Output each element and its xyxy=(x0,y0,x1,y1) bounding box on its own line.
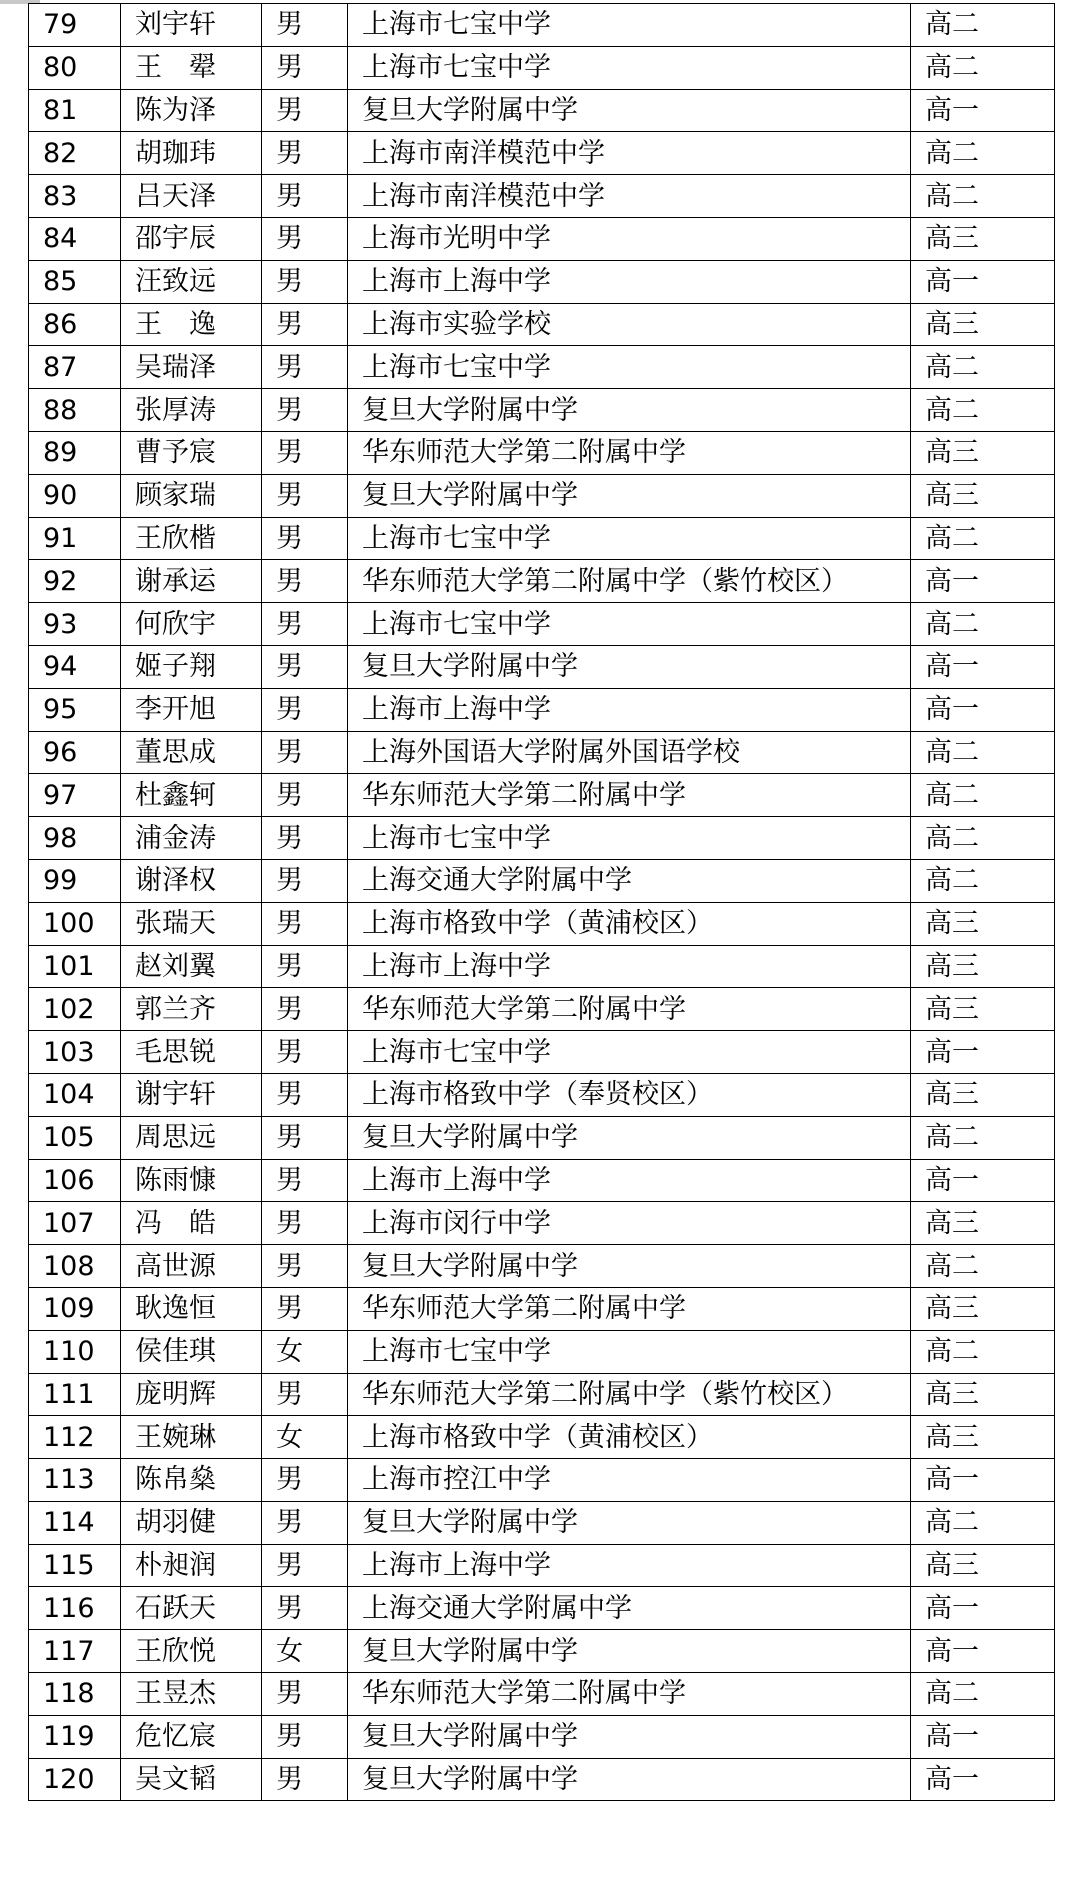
student-name: 谢宇轩 xyxy=(121,1073,262,1116)
student-gender: 男 xyxy=(262,817,348,860)
student-gender: 男 xyxy=(262,560,348,603)
student-gender: 男 xyxy=(262,1116,348,1159)
student-name: 谢承运 xyxy=(121,560,262,603)
student-gender: 男 xyxy=(262,46,348,89)
school-name: 上海市上海中学 xyxy=(348,1159,911,1202)
row-number: 92 xyxy=(29,560,121,603)
student-gender: 男 xyxy=(262,132,348,175)
row-number: 105 xyxy=(29,1116,121,1159)
school-name: 上海市七宝中学 xyxy=(348,46,911,89)
school-name: 上海交通大学附属中学 xyxy=(348,1587,911,1630)
row-number: 119 xyxy=(29,1715,121,1758)
student-gender: 男 xyxy=(262,1373,348,1416)
student-name: 侯佳琪 xyxy=(121,1330,262,1373)
table-row xyxy=(29,1245,1055,1288)
row-number: 85 xyxy=(29,260,121,303)
grade-level: 高一 xyxy=(911,1630,1055,1673)
row-number: 79 xyxy=(29,4,121,47)
row-number: 106 xyxy=(29,1159,121,1202)
grade-level: 高一 xyxy=(911,260,1055,303)
school-name: 上海市南洋模范中学 xyxy=(348,132,911,175)
grade-level: 高二 xyxy=(911,1501,1055,1544)
grade-level: 高一 xyxy=(911,688,1055,731)
row-number: 82 xyxy=(29,132,121,175)
grade-level: 高一 xyxy=(911,1715,1055,1758)
row-number: 107 xyxy=(29,1202,121,1245)
student-name: 张瑞天 xyxy=(121,902,262,945)
table-row xyxy=(29,474,1055,517)
grade-level: 高一 xyxy=(911,1459,1055,1502)
school-name: 华东师范大学第二附属中学 xyxy=(348,431,911,474)
student-gender: 男 xyxy=(262,1501,348,1544)
school-name: 复旦大学附属中学 xyxy=(348,474,911,517)
school-name: 复旦大学附属中学 xyxy=(348,1715,911,1758)
table-row xyxy=(29,774,1055,817)
grade-level: 高二 xyxy=(911,346,1055,389)
grade-level: 高二 xyxy=(911,817,1055,860)
student-gender: 男 xyxy=(262,431,348,474)
row-number: 109 xyxy=(29,1287,121,1330)
student-gender: 男 xyxy=(262,89,348,132)
student-name: 王昱杰 xyxy=(121,1673,262,1716)
row-number: 100 xyxy=(29,902,121,945)
student-name: 邵宇辰 xyxy=(121,217,262,260)
student-gender: 男 xyxy=(262,4,348,47)
grade-level: 高二 xyxy=(911,774,1055,817)
student-name: 王欣悦 xyxy=(121,1630,262,1673)
table-row xyxy=(29,46,1055,89)
student-gender: 男 xyxy=(262,902,348,945)
table-row xyxy=(29,1159,1055,1202)
student-name: 吕天泽 xyxy=(121,175,262,218)
school-name: 华东师范大学第二附属中学 xyxy=(348,1673,911,1716)
grade-level: 高二 xyxy=(911,1245,1055,1288)
row-number: 103 xyxy=(29,1031,121,1074)
row-number: 87 xyxy=(29,346,121,389)
row-number: 83 xyxy=(29,175,121,218)
school-name: 复旦大学附属中学 xyxy=(348,1116,911,1159)
student-gender: 男 xyxy=(262,1459,348,1502)
student-name: 陈帛燊 xyxy=(121,1459,262,1502)
student-name: 石跃天 xyxy=(121,1587,262,1630)
grade-level: 高二 xyxy=(911,1673,1055,1716)
student-gender: 男 xyxy=(262,389,348,432)
row-number: 88 xyxy=(29,389,121,432)
table-row xyxy=(29,132,1055,175)
school-name: 华东师范大学第二附属中学 xyxy=(348,1287,911,1330)
student-name: 吴文韬 xyxy=(121,1758,262,1801)
table-row xyxy=(29,1459,1055,1502)
student-name: 耿逸恒 xyxy=(121,1287,262,1330)
student-gender: 男 xyxy=(262,774,348,817)
row-number: 101 xyxy=(29,945,121,988)
table-row xyxy=(29,517,1055,560)
student-name: 李开旭 xyxy=(121,688,262,731)
student-name: 王 逸 xyxy=(121,303,262,346)
student-gender: 男 xyxy=(262,603,348,646)
school-name: 上海市七宝中学 xyxy=(348,346,911,389)
grade-level: 高三 xyxy=(911,474,1055,517)
student-gender: 男 xyxy=(262,303,348,346)
student-name: 赵刘翼 xyxy=(121,945,262,988)
student-gender: 男 xyxy=(262,1031,348,1074)
grade-level: 高三 xyxy=(911,988,1055,1031)
row-number: 102 xyxy=(29,988,121,1031)
grade-level: 高三 xyxy=(911,1073,1055,1116)
table-row xyxy=(29,1202,1055,1245)
student-name: 刘宇轩 xyxy=(121,4,262,47)
grade-level: 高一 xyxy=(911,1758,1055,1801)
table-row xyxy=(29,1673,1055,1716)
grade-level: 高三 xyxy=(911,431,1055,474)
student-name: 危忆宸 xyxy=(121,1715,262,1758)
student-gender: 男 xyxy=(262,645,348,688)
table-row xyxy=(29,1544,1055,1587)
school-name: 华东师范大学第二附属中学 xyxy=(348,988,911,1031)
row-number: 108 xyxy=(29,1245,121,1288)
student-gender: 男 xyxy=(262,1073,348,1116)
row-number: 93 xyxy=(29,603,121,646)
table-row xyxy=(29,1501,1055,1544)
grade-level: 高一 xyxy=(911,560,1055,603)
school-name: 上海市上海中学 xyxy=(348,945,911,988)
row-number: 89 xyxy=(29,431,121,474)
row-number: 95 xyxy=(29,688,121,731)
grade-level: 高三 xyxy=(911,945,1055,988)
row-number: 120 xyxy=(29,1758,121,1801)
row-number: 112 xyxy=(29,1416,121,1459)
table-row xyxy=(29,688,1055,731)
grade-level: 高二 xyxy=(911,1330,1055,1373)
table-row xyxy=(29,603,1055,646)
school-name: 复旦大学附属中学 xyxy=(348,389,911,432)
student-gender: 男 xyxy=(262,346,348,389)
table-row xyxy=(29,1715,1055,1758)
grade-level: 高二 xyxy=(911,603,1055,646)
table-row xyxy=(29,89,1055,132)
school-name: 上海市七宝中学 xyxy=(348,517,911,560)
grade-level: 高一 xyxy=(911,1587,1055,1630)
grade-level: 高三 xyxy=(911,1416,1055,1459)
student-gender: 男 xyxy=(262,1287,348,1330)
grade-level: 高三 xyxy=(911,1544,1055,1587)
table-row xyxy=(29,1330,1055,1373)
student-name: 庞明辉 xyxy=(121,1373,262,1416)
student-name: 朴昶润 xyxy=(121,1544,262,1587)
student-gender: 男 xyxy=(262,1758,348,1801)
grade-level: 高二 xyxy=(911,1116,1055,1159)
school-name: 上海市光明中学 xyxy=(348,217,911,260)
school-name: 上海市七宝中学 xyxy=(348,603,911,646)
table-row xyxy=(29,1031,1055,1074)
row-number: 96 xyxy=(29,731,121,774)
student-name: 杜鑫轲 xyxy=(121,774,262,817)
row-number: 118 xyxy=(29,1673,121,1716)
school-name: 上海市七宝中学 xyxy=(348,817,911,860)
student-name: 毛思锐 xyxy=(121,1031,262,1074)
student-name: 浦金涛 xyxy=(121,817,262,860)
student-gender: 男 xyxy=(262,1159,348,1202)
grade-level: 高二 xyxy=(911,175,1055,218)
student-gender: 女 xyxy=(262,1330,348,1373)
table-row xyxy=(29,175,1055,218)
student-gender: 男 xyxy=(262,260,348,303)
student-gender: 男 xyxy=(262,175,348,218)
table-row xyxy=(29,1630,1055,1673)
row-number: 113 xyxy=(29,1459,121,1502)
student-name: 汪致远 xyxy=(121,260,262,303)
grade-level: 高二 xyxy=(911,46,1055,89)
table-row xyxy=(29,1116,1055,1159)
roster-body xyxy=(29,4,1055,1801)
table-row xyxy=(29,560,1055,603)
school-name: 上海交通大学附属中学 xyxy=(348,859,911,902)
table-row xyxy=(29,1287,1055,1330)
grade-level: 高一 xyxy=(911,1031,1055,1074)
grade-level: 高一 xyxy=(911,645,1055,688)
table-row xyxy=(29,1587,1055,1630)
grade-level: 高三 xyxy=(911,902,1055,945)
row-number: 98 xyxy=(29,817,121,860)
school-name: 上海市上海中学 xyxy=(348,1544,911,1587)
student-gender: 男 xyxy=(262,731,348,774)
row-number: 80 xyxy=(29,46,121,89)
grade-level: 高三 xyxy=(911,1373,1055,1416)
school-name: 上海市七宝中学 xyxy=(348,1330,911,1373)
school-name: 上海市南洋模范中学 xyxy=(348,175,911,218)
school-name: 上海市格致中学（黄浦校区） xyxy=(348,1416,911,1459)
student-name: 何欣宇 xyxy=(121,603,262,646)
student-name: 姬子翔 xyxy=(121,645,262,688)
grade-level: 高三 xyxy=(911,303,1055,346)
school-name: 上海市格致中学（黄浦校区） xyxy=(348,902,911,945)
student-name: 胡羽健 xyxy=(121,1501,262,1544)
school-name: 上海市闵行中学 xyxy=(348,1202,911,1245)
grade-level: 高三 xyxy=(911,217,1055,260)
row-number: 86 xyxy=(29,303,121,346)
table-row xyxy=(29,346,1055,389)
grade-level: 高二 xyxy=(911,517,1055,560)
student-name: 曹予宸 xyxy=(121,431,262,474)
table-row xyxy=(29,731,1055,774)
table-row xyxy=(29,1758,1055,1801)
student-gender: 男 xyxy=(262,1715,348,1758)
row-number: 94 xyxy=(29,645,121,688)
row-number: 99 xyxy=(29,859,121,902)
school-name: 复旦大学附属中学 xyxy=(348,1758,911,1801)
student-name: 张厚涛 xyxy=(121,389,262,432)
student-gender: 男 xyxy=(262,859,348,902)
table-row xyxy=(29,1373,1055,1416)
table-row xyxy=(29,389,1055,432)
table-row xyxy=(29,1416,1055,1459)
table-row xyxy=(29,1073,1055,1116)
student-name: 吴瑞泽 xyxy=(121,346,262,389)
table-row xyxy=(29,902,1055,945)
school-name: 上海市上海中学 xyxy=(348,688,911,731)
table-row xyxy=(29,431,1055,474)
school-name: 华东师范大学第二附属中学（紫竹校区） xyxy=(348,560,911,603)
row-number: 91 xyxy=(29,517,121,560)
row-number: 90 xyxy=(29,474,121,517)
grade-level: 高二 xyxy=(911,132,1055,175)
school-name: 上海市实验学校 xyxy=(348,303,911,346)
school-name: 上海市七宝中学 xyxy=(348,4,911,47)
table-row xyxy=(29,4,1055,47)
row-number: 81 xyxy=(29,89,121,132)
student-name: 陈为泽 xyxy=(121,89,262,132)
school-name: 华东师范大学第二附属中学 xyxy=(348,774,911,817)
grade-level: 高二 xyxy=(911,731,1055,774)
grade-level: 高三 xyxy=(911,1202,1055,1245)
student-gender: 男 xyxy=(262,474,348,517)
row-number: 97 xyxy=(29,774,121,817)
row-number: 104 xyxy=(29,1073,121,1116)
student-gender: 男 xyxy=(262,517,348,560)
row-number: 110 xyxy=(29,1330,121,1373)
table-row xyxy=(29,859,1055,902)
table-row xyxy=(29,945,1055,988)
grade-level: 高二 xyxy=(911,389,1055,432)
student-name: 王 翚 xyxy=(121,46,262,89)
student-gender: 女 xyxy=(262,1630,348,1673)
table-row xyxy=(29,260,1055,303)
school-name: 华东师范大学第二附属中学（紫竹校区） xyxy=(348,1373,911,1416)
student-name: 陈雨慷 xyxy=(121,1159,262,1202)
student-gender: 男 xyxy=(262,945,348,988)
school-name: 复旦大学附属中学 xyxy=(348,1501,911,1544)
school-name: 上海市上海中学 xyxy=(348,260,911,303)
table-row xyxy=(29,817,1055,860)
row-number: 84 xyxy=(29,217,121,260)
student-name: 董思成 xyxy=(121,731,262,774)
student-name: 高世源 xyxy=(121,1245,262,1288)
row-number: 117 xyxy=(29,1630,121,1673)
student-name: 周思远 xyxy=(121,1116,262,1159)
school-name: 上海外国语大学附属外国语学校 xyxy=(348,731,911,774)
student-gender: 男 xyxy=(262,1587,348,1630)
student-gender: 男 xyxy=(262,1544,348,1587)
grade-level: 高一 xyxy=(911,1159,1055,1202)
table-row xyxy=(29,645,1055,688)
student-gender: 男 xyxy=(262,688,348,731)
student-name: 顾家瑞 xyxy=(121,474,262,517)
table-row xyxy=(29,303,1055,346)
student-gender: 男 xyxy=(262,1673,348,1716)
student-name: 王欣楷 xyxy=(121,517,262,560)
student-gender: 男 xyxy=(262,1245,348,1288)
student-gender: 女 xyxy=(262,1416,348,1459)
school-name: 上海市格致中学（奉贤校区） xyxy=(348,1073,911,1116)
student-gender: 男 xyxy=(262,988,348,1031)
row-number: 111 xyxy=(29,1373,121,1416)
student-gender: 男 xyxy=(262,1202,348,1245)
row-number: 114 xyxy=(29,1501,121,1544)
student-name: 胡珈玮 xyxy=(121,132,262,175)
table-row xyxy=(29,217,1055,260)
grade-level: 高三 xyxy=(911,1287,1055,1330)
school-name: 上海市控江中学 xyxy=(348,1459,911,1502)
roster-table xyxy=(28,3,1055,1801)
grade-level: 高二 xyxy=(911,4,1055,47)
row-number: 116 xyxy=(29,1587,121,1630)
school-name: 复旦大学附属中学 xyxy=(348,89,911,132)
student-name: 冯 皓 xyxy=(121,1202,262,1245)
school-name: 上海市七宝中学 xyxy=(348,1031,911,1074)
row-number: 115 xyxy=(29,1544,121,1587)
student-name: 王婉琳 xyxy=(121,1416,262,1459)
grade-level: 高一 xyxy=(911,89,1055,132)
student-name: 谢泽权 xyxy=(121,859,262,902)
student-gender: 男 xyxy=(262,217,348,260)
school-name: 复旦大学附属中学 xyxy=(348,1630,911,1673)
grade-level: 高二 xyxy=(911,859,1055,902)
school-name: 复旦大学附属中学 xyxy=(348,1245,911,1288)
school-name: 复旦大学附属中学 xyxy=(348,645,911,688)
table-row xyxy=(29,988,1055,1031)
student-name: 郭兰齐 xyxy=(121,988,262,1031)
